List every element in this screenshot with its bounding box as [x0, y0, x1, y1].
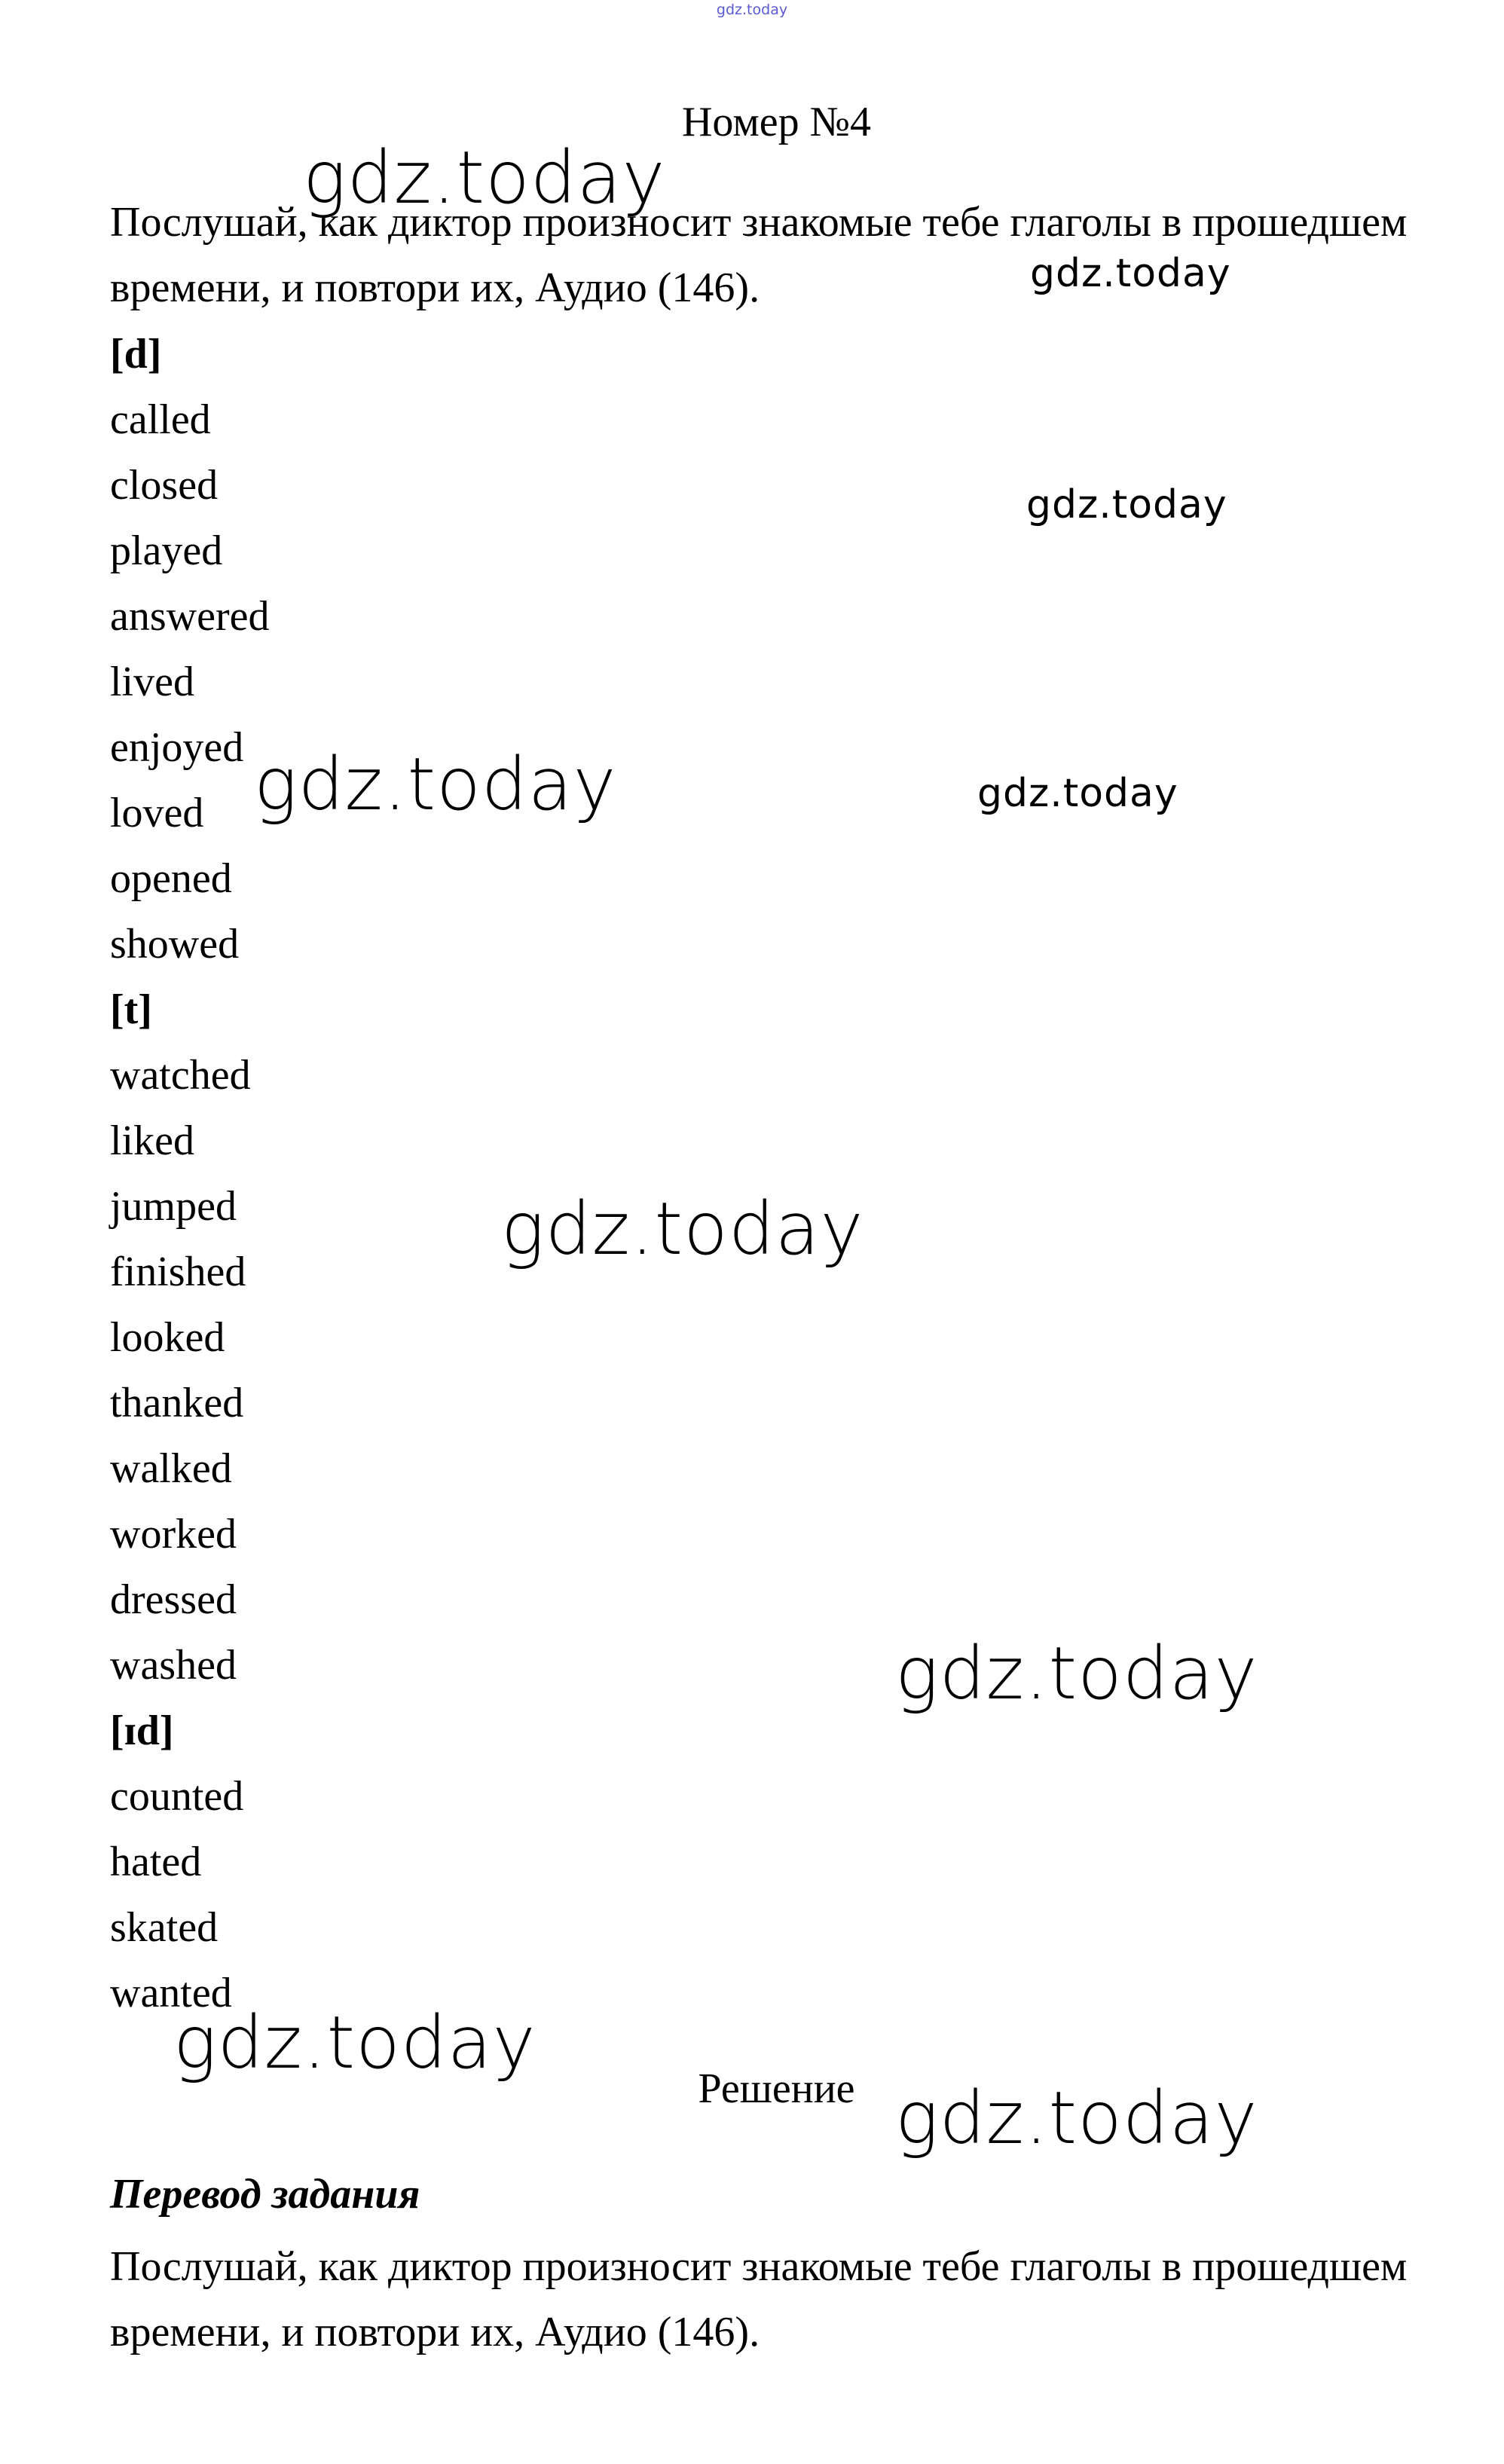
watermark: gdz.today	[895, 2076, 1258, 2160]
verb-item: called	[110, 396, 211, 443]
verb-item: played	[110, 527, 223, 574]
verb-item: watched	[110, 1052, 251, 1099]
verb-item: looked	[110, 1314, 225, 1361]
watermark: gdz.today	[173, 2001, 536, 2085]
verb-list	[110, 322, 269, 2026]
verb-item: finished	[110, 1249, 246, 1295]
verb-item: showed	[110, 921, 240, 968]
watermark: gdz.today	[895, 1631, 1258, 1716]
verb-item: skated	[110, 1904, 219, 1951]
solution-label: Решение	[698, 2065, 855, 2112]
watermark: gdz.today	[501, 1187, 864, 1271]
verb-item: washed	[110, 1642, 237, 1689]
verb-item: worked	[110, 1511, 237, 1558]
page-title: Номер №4	[681, 99, 872, 145]
watermark: gdz.today	[977, 771, 1178, 816]
sound-group-header: [ɪd]	[110, 1707, 174, 1754]
verb-item: liked	[110, 1117, 194, 1164]
watermark: gdz.today	[1026, 482, 1227, 527]
verb-item: hated	[110, 1839, 202, 1885]
sound-group-header: [t]	[110, 986, 152, 1033]
verb-item: answered	[110, 593, 270, 640]
verb-item: loved	[110, 790, 204, 836]
watermark: gdz.today	[303, 136, 666, 220]
translation-text: Послушай, как диктор произносит знакомые тебе глаголы в прошедшем времени, и повтори их, Аудио (146).	[110, 2243, 1408, 2355]
verb-item: thanked	[110, 1380, 244, 1426]
verb-item: wanted	[110, 1970, 232, 2016]
verb-item: enjoyed	[110, 724, 244, 771]
translation-heading: Перевод задания	[110, 2171, 420, 2218]
verb-item: walked	[110, 1445, 232, 1492]
verb-item: jumped	[110, 1183, 237, 1230]
sound-group-header: [d]	[110, 331, 162, 378]
verb-item: closed	[110, 462, 219, 509]
verb-item: dressed	[110, 1576, 237, 1623]
verb-item: lived	[110, 659, 194, 705]
task-text: Послушай, как диктор произносит знакомые тебе глаголы в прошедшем времени, и повтори их, Аудио (146).	[110, 199, 1408, 311]
verb-item: counted	[110, 1773, 244, 1820]
watermark: gdz.today	[254, 742, 617, 827]
site-watermark-header: gdz.today	[716, 2, 788, 18]
verb-item: opened	[110, 855, 232, 902]
watermark: gdz.today	[1030, 251, 1231, 296]
